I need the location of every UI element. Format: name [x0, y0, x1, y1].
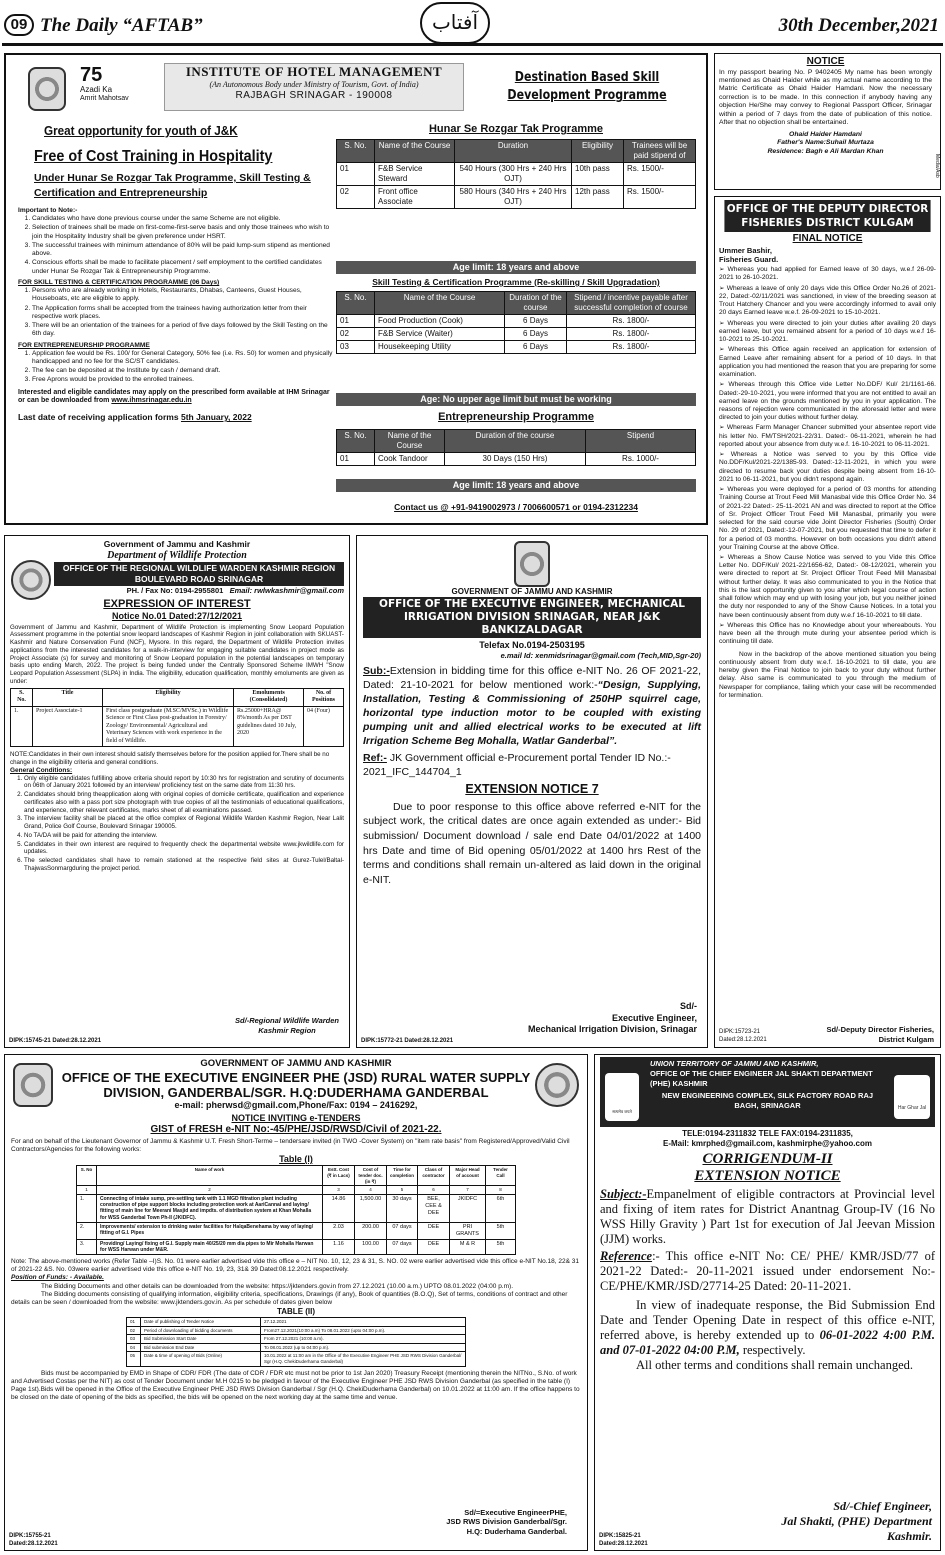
- skill-list: 1. Persons who are already working in Hotels, Restaurants, Dhabas, Canteens, Guest Houses, Houseboats, etc are eligible to apply. 2. The Application forms shall be accepted from the trainees having authorization letter from their respective work places. 3. There will be an orientation of the trainees for a period of five days followed by the Skill Testing on the 6th day.: [18, 287, 334, 338]
- table-row: 01 Food Production (Cook) 6 Days Rs. 1800/-: [337, 315, 696, 328]
- under-scheme: Under Hunar Se Rozgar Tak Programme, Skill Testing & Certification and Entrepreneurship: [34, 172, 311, 199]
- phe-works-table: S. No Name of work Estt. Cost (₹ in Lacs) Cost of tender doc. (in ₹) Time for completion Class of contractor Major Head of account Tender Call 1 2 3 4 5 6 7 8 1. Connecting of intake sump, pre-settling tank with 1.1 MGD filtration plant including construction of pipe support blocks including protection work at AariCannal and laying/ fitting of main line for Meerani Masjid and impdts. of distribution system at Khan Mohalla for WSS Ganderbal Town Ph-II (JKIDFC). 14.86 1,500.00 30 days BEE, CEE & DEE JKIDFC 6th 2. Improvements/ extension to drinking water facilities for HalqaBenehama by way of laying/ fitting of G.I. Pipes 2.03 200.00 07 days DEE PRI GRANTS 5th 3. Providing/ Laying/ fixing of G.I. Supply main 40/25/20 mm dia pipes to Mir Mohalla Harwan for WSS Harwan under M&R. 1.16 100.00 07 days DEE M & R 5th: [76, 1165, 516, 1255]
- table-row: 02 Period of downloading of bidding documents From27.12.2021(10:00 a.m) To 08.01.2022 (upto 04:00 p.m).: [127, 1326, 466, 1335]
- wildlife-table: S. No. Title Eligibility Emoluments (Consolidated) No. of Positions 1. Project Associate-1 First class postgraduate (M.SC/MVSc.) in Wildlife Science or First Class post-graduation in Forestry/ Zoology/ Environmental/ Agricultural and Veterinary Sciences with work experience in the field of Wildlife. Rs.25000+HRA@ 8%/month As per DST guidelines dated 10 July, 2020 04 (Four): [10, 688, 344, 748]
- destination-title: Destination Based Skill Development Programme: [507, 70, 667, 103]
- ihm-title-box: INSTITUTE OF HOTEL MANAGEMENT (An Autonomous Body under Ministry of Tourism, Govt. of India) RAJBAGH SRINAGAR - 190008: [164, 63, 464, 111]
- wildlife-logo: [11, 560, 51, 600]
- table-row: 02 F&B Service (Waiter) 6 Days Rs. 1800/-: [337, 328, 696, 341]
- table-row: 01 Date of publishing of Tender Notice 27.12.2021: [127, 1317, 466, 1326]
- hunar-table: S. No. Name of the Course Duration Eligibility Trainees will be paid stipend of 01 F&B Service Steward 540 Hours (300 Hrs + 240 Hrs OJT) 10th pass Rs. 1500/- 02 Front office Associate 580 Hours (340 Hrs + 240 Hrs OJT) 12th pass Rs. 1500/-: [336, 139, 696, 209]
- phe-logo-right: [535, 1063, 579, 1107]
- table-row: 01 F&B Service Steward 540 Hours (300 Hrs + 240 Hrs OJT) 10th pass Rs. 1500/-: [337, 163, 696, 186]
- t3-title: Entrepreneurship Programme: [438, 411, 594, 423]
- entre-list: 1. Application fee would be Rs. 100/ for General Category, 50% fee (i.e. Rs. 50) for women and physically handicapped and no fee for the SC/ST candidates. 2. The fee can be deposited at the Institute by cash / demand draft. 3. Free Aprons would be provided to the enrolled trainees.: [18, 350, 334, 385]
- masthead: [2, 2, 943, 46]
- t3-age: Age limit: 18 years and above: [336, 479, 696, 492]
- jal-shakti-notice: UNION TERRITORY OF JAMMU AND KASHMIR, OFFICE OF THE CHIEF ENGINEER JAL SHAKTI DEPARTMENT (PHE) KASHMIR NEW ENGINEERING COMPLEX, SILK FACTORY ROAD RAJ BAGH, SRINAGAR सत्यमेव जयते Har Ghar Jal TELE:0194-2311832 TELE FAX:0194-2311835, E-Mail: kmrphed@gmail.com, kashmirphe@yahoo.com CORRIGENDUM-II EXTENSION NOTICE Subject:-Empanelment of eligible contractors at Provincial level and fixing of item rates for District Anantnag Group-IV (16 No WSS Hilly Gravity ) Part 1st for execution of Jal Jeevan Mission (JJM) works. Reference:- This office e-NIT No: CE/ PHE/ KMR/JSD/77 of 2021-22 Dated:- 20-11-2021 issued under endorsement No:- CE/PHE/KMR/JSD/27714-25 Dated: 20-11-2021. In view of inadequate response, the Bid Submission End Date and Tender Opening Date in respect of this office e-NIT, referred above, is hereby extended up to 06-01-2022 4:00 P.M. and 07-01-2022 04:00 P.M, respectively. All other terms and conditions shall remain unchanged. Sd/-Chief Engineer, Jal Shakti, (PHE) Department Kashmir. DIPK:15825-21 Dated:28.12.2021: [594, 1054, 941, 1551]
- table-row: 3. Providing/ Laying/ fixing of G.I. Supply main 40/25/20 mm dia pipes to Mir Mohalla Harwan for WSS Harwan under M&R. 1.16 100.00 07 days DEE M & R 5th: [77, 1239, 516, 1255]
- table-row: 01 Cook Tandoor 30 Days (150 Hrs) Rs. 1000/-: [337, 453, 696, 466]
- phe-dates-table: [126, 1317, 466, 1367]
- table-row: 2. Improvements/ extension to drinking water facilities for HalqaBenehama by way of laying/ fitting of G.I. Pipes 2.03 200.00 07 days DEE PRI GRANTS 5th: [77, 1222, 516, 1239]
- passport-notice: NOTICE In my passport bearing No. P 9402405 My name has been wrongly mentioned as Ohaid Haider while as my actual name according to the Matric Certificate as Ohaid Haider Hamdani. Now the necessary correction is to be made. In this connection if anybody having any objection He/She may convey to Regional Passport Officer, Srinagar within a period of 7 days from the date of publication of this notice. After that no objection shall be entertained. Ohaid Haider Hamdani Father's Name:Suhail Murtaza Residence: Bagh e Ali Mardan Khan Media/Asb: [714, 53, 941, 190]
- wildlife-conditions: 1. Only eligible candidates fulfilling above criteria should report by 10:30 hrs for registration and scrutiny of documents on 06th of January 2021 followed by an interview/ proficiency test on the same date from 11:30 hrs. 2. Candidates should bring theapplication along with original copies of domicile certificate, qualification and experience certificates also with a pass port size photograph with true copies of all the testimonials of educational qualifications, and experience, other relevant certificates, marks sheet of all examinations passed. 3. The interview facility shall be placed at the office complex of Regional Wildlife Warden Kashmir Region, Near Lalit Grand, Police Golf Course, Boulevard Srinagar 190005. 4. No TA/DA will be paid for attending the interview. 5. Candidates in their own interest are required to frequently check the departmental website www.jkwildlife.com for updates. 6. The selected candidates shall have to remain stationed at the respective field sites at Gurez-Tulel/Baltal-ThajwasSonmargduring the project period.: [10, 775, 344, 873]
- azadi-logo: 75 Azadi Ka Amrit Mahotsav: [80, 64, 129, 102]
- paper-name: The Daily “AFTAB”: [40, 15, 203, 36]
- wildlife-office-head: OFFICE OF THE REGIONAL WILDLIFE WARDEN KASHMIR REGION BOULEVARD ROAD SRINAGAR: [54, 562, 344, 586]
- phe-notice: GOVERNMENT OF JAMMU AND KASHMIR OFFICE OF THE EXECUTIVE ENGINEER PHE (JSD) RURAL WATER SUPPLY DIVISION, GANDERBAL/SGR. H.Q:DUDERHAMA GANDERBAL e-mail: pherwsd@gmail.com,Phone/Fax: 0194 – 2416292, NOTICE INVITING e-TENDERS GIST of FRESH e-NIT No:-45/PHE/JSD/RWSD/Civil of 2021-22. For and on behalf of the Lieutenant Governor of Jammu & Kashmir U.T. Fresh Short-Terme – tendersare invited (in TWO -Cover System) on "item rate basis" from Registered/Approved/Valid Civil Contractors/Agencies for the following works: Table (I) S. No Name of work Estt. Cost (₹ in Lacs) Cost of tender doc. (in ₹) Time for completion Class of contractor Major Head of account Tender Call 1 2 3 4 5 6 7 8 1. Connecting of intake sump, pre-settling tank with 1.1 MGD filtration plant including construction of pipe support blocks including protection work at AariCannal and laying/ fitting of main line for Meerani Masjid and impdts. of distribution system at Khan Mohalla for WSS Ganderbal Town Ph-II (JKIDFC). 14.86 1,500.00 30 days BEE, CEE & DEE JKIDFC 6th 2. Improvements/ extension to drinking water facilities for HalqaBenehama by way of laying/ fitting of G.I. Pipes 2.03 200.00 07 days DEE PRI GRANTS 5th 3. Providing/ Laying/ fixing of G.I. Supply main 40/25/20 mm dia pipes to Mir Mohalla Harwan for WSS Harwan under M&R. 1.16 100.00 07 days DEE M & R 5th Note: The above-mentioned works (Refer Table –I)S. No. 01 were earlier advertised vide this office e – NIT No. 10, 12, 23 & 31, S. NO. 02 were earlier advertised vide this office e-NIT No.18, 22& 31 of 2021-22 &S. No. 03were earlier advertised vide this office e-NIT No. 19, 23, 31& 39 Dated:08.12.2021 respectively. Position of Funds: - Available. The Bidding Documents and other details can be downloaded from the website: https://jktenders.gov.in from 27.12.2021 (10.00 a.m.) UPTO 08.01.2022 (04:00 p.m). The Bidding documents consisting of qualifying information, eligibility criteria, specifications, Drawings (if any), Book of quantities (B.O.Q), Set of terms, conditions of contract and other details can be seen / downloaded from the website: www.jktenders.gov.in. As per schedule of dates given below TABLE (II) 01 Date of publishing of Tender Notice 27.12.2021 02 Period of downloading of bidding documents From27.12.2021(10:00 a.m) To 08.01.2022 (upto 04:00 p.m). 03 Bid Submission Start Date From 27.12.2021 (10:00 a.m). 04 Bid submission End Date To 08.01.2022 (up to 04:00 p.m). 05 Date & time of opening of Bids (Online) 10.01.2022 at 11:00 am in the Office of the Executive Engineer PHE JSD RWS Division Ganderbal/ Sgr (H.Q. ChekiDuderhama Ganderbal) Bids must be accompanied by EMD in Shape of CDR/ FDR (The date of CDR / FDR etc must not be prior to 1st Jan 2020) Treasury Receipt (mentioning therein the NITNo., S.No. of work and Advertised Costas per the NIT) as cost of Tender Document under M.H 0215 to be pledged in favour of the Executive Engineer PHE JSD RWS Division Ganderbal (as specified in the table (I) Page 1st).Bids will be opened in the Office of the Executive Engineer PHE JSD RWS Division Ganderbal / Sgr (H.Q. ChekiDuderhama Ganderbal) on 10.01.2022 at 11:00 am. If the office happens to be closed on the date of opening of the bids as specified, the bids will be opened on the next working day at the same time and venue. Sd/=Executive EngineerPHE, JSD RWS Division Ganderbal/Sgr. H.Q: Duderhama Ganderbal. DIPK:15755-21 Dated:28.12.2021: [4, 1054, 588, 1551]
- wildlife-notice: Government of Jammu and Kashmir Department of Wildlife Protection OFFICE OF THE REGIONAL WILDLIFE WARDEN KASHMIR REGION BOULEVARD ROAD SRINAGAR PH. / Fax No: 0194-2955801 Email: rwlwkashmir@gmail.com EXPRESSION OF INTEREST Notice No.01 Dated:27/12/2021 Government of Jammu and Kashmir, Department of Wildlife Protection is implementing Snow Leopard Population Assessment programme in the potential snow leopard landscapes of Kashmir Region in joint collaboration with SKUAST-Kashmir and Nature Conservation Fund (NCF), Mysore. In this regard, the Department of Wildlife Protection invites applications from the interested candidates for a walk-in-interview for engaging suitable candidates in project mode as Project Associate (s) for survey and monitoring of Snow Leopard population in the potential landscapes on temporary basis upto ending March, 2022. The project is being funded under the Centrally Sponsored Scheme IMWH "Snow Leopard Population Assessment (SLPA) in India. The eligibility, education qualification, monthly emoluments are given as under: S. No. Title Eligibility Emoluments (Consolidated) No. of Positions 1. Project Associate-1 First class postgraduate (M.SC/MVSc.) in Wildlife Science or First Class post-graduation in Forestry/ Zoology/ Environmental/ Agricultural and Veterinary Sciences with work experience in the field of Wildlife. Rs.25000+HRA@ 8%/month As per DST guidelines dated 10 July, 2020 04 (Four) NOTE:Candidates in their own interest should satisfy themselves before for the position applied for.There shall be no change in the eligibility criteria and general conditions. General Conditions: 1. Only eligible candidates fulfilling above criteria should report by 10:30 hrs for registration and scrutiny of documents on 06th of January 2021 followed by an interview/ proficiency test on the same date from 11:30 hrs. 2. Candidates should bring theapplication along with original copies of domicile certificate, qualification and experience certificates also with a pass port size photograph with true copies of all the testimonials of educational qualifications, and experience, other relevant certificates, marks sheet of all examinations passed. 3. The interview facility shall be placed at the office complex of Regional Wildlife Warden Kashmir Region, Near Lalit Grand, Police Golf Course, Boulevard Srinagar 190005. 4. No TA/DA will be paid for attending the interview. 5. Candidates in their own interest are required to frequently check the departmental website www.jkwildlife.com for updates. 6. The selected candidates shall have to remain stationed at the respective field sites at Gurez-Tulel/Baltal-ThajwasSonmargduring the project period. Sd/-Regional Wildlife Warden Kashmir Region DIPK:15745-21 Dated:28.12.2021: [4, 535, 350, 1048]
- skill-table: S. No. Name of the Course Duration of the course Stipend / incentive payable after successful completion of course 01 Food Production (Cook) 6 Days Rs. 1800/- 02 F&B Service (Waiter) 6 Days Rs. 1800/- 03 Housekeeping Utility 6 Days Rs. 1800/-: [336, 291, 696, 354]
- great-opportunity: Great opportunity for youth of J&K: [44, 123, 238, 138]
- t1-title: Hunar Se Rozgar Tak Programme: [428, 123, 603, 135]
- ihm-contact: Contact us @ +91-9419002973 / 7006600571 or 0194-2312234: [394, 502, 638, 512]
- entre-table: S. No. Name of the Course Duration of the course Stipend 01 Cook Tandoor 30 Days (150 Hrs) Rs. 1000/-: [336, 429, 696, 466]
- phe-emblem-left: [13, 1063, 53, 1107]
- fisheries-notice: OFFICE OF THE DEPUTY DIRECTOR FISHERIES DISTRICT KULGAM FINAL NOTICE Ummer Bashir, Fisheries Guard. ➢ Whereas you had applied for Earned leave of 30 days, w.e.f 26-09-2021 to 26-10-2021. ➢ Whereas a leave of only 20 days vide this Office Order No.26 of 2021-22, Dated:-02/11/2021 was sanctioned, in view of the breeding season at Trout Hatchery Chancer and you were accordingly informed to avail only 20 days Earned leave w.e.f. 26-09-2021 to 15-10-2021. ➢ Whereas you were directed to join your duties after availing 20 days earned leave, but you remained absent for a period of 10 days w.e.f 16-10-2021 to 25-10-2021. ➢ Whereas this Office again received an application for extension of Earned Leave after remaining absent for a period of 10 days. In that application you had mentioned the reason that you are preparing for some examination. ➢ Whereas through this Office vide Letter No.DDF/ Kul/ 21/1161-66. Dated:-29-10-2021, you were informed that you are not entitled to avail an earned leave on the grounds mentioned by you in your application. The reasons of rejection were communicated in the aforesaid letter and were directed to join your duties without further delay. ➢ Whereas Farm Manager Chancer submitted your absentee report vide his letter No. FM/TSH/2021-22/31. Dated:- 06-11-2021, wherein he had reported about your absence from duty w.e.f. 16-10-2021 to 06-11-2021. ➢ Whereas a Notice was served to you by this Office vide No.DDF/Kul/2021-22/1385-93. Dated:-12-11-2021, in which you were directed to resume back your duties despite being absent from 16-10-2021 to 06-11-2021, but you didn't respond again. ➢ Whereas you were deployed for a period of 03 months for attending Training Course at Trout Feed Mill Manasbal vide this Office Order No. 34 of 2021-22 Dated:- 25-11-2021 AN and was directed to report at the Office of Sr. Project Officer Trout Feed Mill Manasbal, primarily you were selected for the said course vide Joint Director Fisheries (South) Order No. 29 of 2021, Dated:-12-07-2021, but you requested that time to defer it for a period of 03 months. However on both occasions you didn't attend your Training Course at the above Office. ➢ Whereas a Show Cause Notice was served to you Vide this Office Letter No. DDF/Kul/ 2021-22/1656-62, Dated:- 08-12/2021, wherein you were directed to report at Sr. Project Officer Trout Feed Mill Manasbal without further delay. It was also communicated to you in the Notice that this is the last opportunity given to you after which legal course of action shall follow which may end up with losing your job, but you neither joined the duty nor responded to any of the Show Cause Notices. In a total you have been continuously absent from duty w.e.f 16-10-2021 to till date. ➢ Whereas this Office has no Knowledge about your whereabouts. You have been all the through mute during your absentee period which is continuing till date. Now in the backdrop of the above mentioned situation you being continuously absent from duty w.e.f. 16-10-2021 to till date, you are hereby given the Final Notice to join back to your duty without further delay. Also same is communicated to you through the medium of Newspaper for compliance, failing which your case will be recommended for termination. DIPK:15723-21 Dated:28.12.2021 Sd/-Deputy Director Fisheries, District Kulgam: [714, 196, 941, 1048]
- jal-head: UNION TERRITORY OF JAMMU AND KASHMIR, OFFICE OF THE CHIEF ENGINEER JAL SHAKTI DEPARTMENT (PHE) KASHMIR NEW ENGINEERING COMPLEX, SILK FACTORY ROAD RAJ BAGH, SRINAGAR: [600, 1057, 935, 1127]
- fisheries-paras: ➢ Whereas you had applied for Earned leave of 30 days, w.e.f 26-09-2021 to 26-10-2021. ➢ Whereas a leave of only 20 days vide this Office Order No.26 of 2021-22, Dated:-02/11/2021 was sanctioned, in view of the breeding season at Trout Hatchery Chancer and you were accordingly informed to avail only 20 days Earned leave w.e.f. 26-09-2021 to 15-10-2021. ➢ Whereas you were directed to join your duties after availing 20 days earned leave, but you remained absent for a period of 10 days w.e.f 16-10-2021 to 25-10-2021. ➢ Whereas this Office again received an application for extension of Earned Leave after remaining absent for a period of 10 days. In that application you had mentioned the reason that you are preparing for some examination. ➢ Whereas through this Office vide Letter No.DDF/ Kul/ 21/1161-66. Dated:-29-10-2021, you were informed that you are not entitled to avail an earned leave on the grounds mentioned by you in your application. The reasons of rejection were communicated in the aforesaid letter and were directed to join your duties without further delay. ➢ Whereas Farm Manager Chancer submitted your absentee report vide his letter No. FM/TSH/2021-22/31. Dated:- 06-11-2021, wherein he had reported about your absence from duty w.e.f. 16-10-2021 to 06-11-2021. ➢ Whereas a Notice was served to you by this Office vide No.DDF/Kul/2021-22/1385-93. Dated:-12-11-2021, in which you were directed to resume back your duties despite being absent from 16-10-2021 to 06-11-2021, but you didn't respond again. ➢ Whereas you were deployed for a period of 03 months for attending Training Course at Trout Feed Mill Manasbal vide this Office Order No. 34 of 2021-22 Dated:- 25-11-2021 AN and was directed to report at the Office of Sr. Project Officer Trout Feed Mill Manasbal, primarily you were selected for the said course vide Joint Director Fisheries (South) Order No. 29 of 2021, Dated:-12-07-2021, but you requested that time to defer it for a period of 03 months. However on both occasions you didn't attend your Training Course at the above Office. ➢ Whereas a Show Cause Notice was served to you Vide this Office Letter No. DDF/Kul/ 2021-22/1656-62, Dated:- 08-12/2021, wherein you were directed to report at Sr. Project Officer Trout Feed Mill Manasbal without further delay. It was also communicated to you in the Notice that this is the last opportunity given to you after which legal course of action shall follow which may end up with losing your job, but you neither joined the duty nor responded to any of the Show Cause Notices. In a total you have been continuously absent from duty w.e.f 16-10-2021 to till date. ➢ Whereas this Office has no Knowledge about your whereabouts. You have been all the through mute during your absentee period which is continuing till date. Now in the backdrop of the above mentioned situation you being continuously absent from duty w.e.f. 16-10-2021 to till date, you are hereby given the Final Notice to join back to your duty without further delay. Also same is communicated to you through the medium of Newspaper for compliance, failing which your case will be recommended for termination.: [719, 266, 937, 699]
- issue-date: 30th December,2021: [778, 15, 939, 36]
- table-row: 1. Project Associate-1 First class postgraduate (M.SC/MVSc.) in Wildlife Science or First Class post-graduation in Forestry/ Zoology/ Environmental/ Agricultural and Veterinary Sciences with work experience in the field of Wildlife. Rs.25000+HRA@ 8%/month As per DST guidelines dated 10 July, 2020 04 (Four): [11, 706, 344, 747]
- t2-title: Skill Testing & Certification Programme (Re-skilling / Skill Upgradation): [372, 277, 660, 287]
- t2-age: Age: No upper age limit but must be working: [336, 393, 696, 406]
- fisheries-head: OFFICE OF THE DEPUTY DIRECTOR FISHERIES DISTRICT KULGAM: [724, 200, 930, 232]
- jk-emblem: [514, 541, 550, 587]
- ihm-website-link[interactable]: www.ihmsrinagar.edu.in: [111, 397, 192, 405]
- table-row: 03 Housekeeping Utility 6 Days Rs. 1800/-: [337, 341, 696, 354]
- mechanical-notice: GOVERNMENT OF JAMMU AND KASHMIR OFFICE OF THE EXECUTIVE ENGINEER, MECHANICAL IRRIGATION DIVISION SRINAGAR, NEAR J&K BANKIZALDAGAR Telefax No.0194-2503195 e.mail Id: xenmidsrinagar@gmail.com (Tech,MID,Sgr-20) Sub:-Extension in bidding time for this office e-NIT No. 26 OF 2021-22, Dated: 21-10-2021 for below mentioned work:-“Design, Supplying, Installation, Testing & Commissioning of 250HP squirrel cage, horizontal type induction motor to be coupled with existing pumping unit and allied electrical works to be executed at lift Irrigation Scheme Beg Mohalla, Watlar Ganderbal”. Ref:- JK Government official e-Procurement portal Tender ID No.:- 2021_IFC_144704_1 EXTENSION NOTICE 7 Due to poor response to this office above referred e-NIT for the subject work, the critical dates are once again extended as under:- Bid submission/ Document download / sale end Date 04/01/2022 at 1400 hrs Date and time of Bid opening 05/01/2022 at 1400 hrs Rest of the terms and conditions shall remain un-altered as laid down in the original e-NIT. Sd/- Executive Engineer, Mechanical Irrigation Division, Srinagar DIPK:15772-21 Dated:28.12.2021: [356, 535, 708, 1048]
- table-row: 02 Front office Associate 580 Hours (340 Hrs + 240 Hrs OJT) 12th pass Rs. 1500/-: [337, 186, 696, 209]
- mech-office-head: OFFICE OF THE EXECUTIVE ENGINEER, MECHANICAL IRRIGATION DIVISION SRINAGAR, NEAR J&K BANKIZALDAGAR: [363, 597, 701, 638]
- national-emblem: सत्यमेव जयते: [605, 1073, 639, 1121]
- table-row: 03 Bid Submission Start Date From 27.12.2021 (10:00 a.m).: [127, 1335, 466, 1344]
- table-row: 04 Bid submission End Date To 08.01.2022 (up to 04:00 p.m).: [127, 1343, 466, 1352]
- free-training: Free of Cost Training in Hospitality: [34, 148, 273, 165]
- table-row: 1. Connecting of intake sump, pre-settling tank with 1.1 MGD filtration plant including construction of pipe support blocks including protection work at AariCannal and laying/ fitting of main line for Meerani Masjid and impdts. of distribution system at Khan Mohalla for WSS Ganderbal Town Ph-II (JKIDFC). 14.86 1,500.00 30 days BEE, CEE & DEE JKIDFC 6th: [77, 1194, 516, 1222]
- har-ghar-jal-logo: Har Ghar Jal: [894, 1075, 930, 1119]
- important-list: 1. Candidates who have done previous course under the same Scheme are not eligible. 2. Selection of trainees shall be made on first-come-first-serve basis and only those trainees who wish to join the Hospitality Industry shall be given preference under HSRT. 3. The successful trainees with minimum attendance of 80% will be paid lump-sum stipend as mentioned above. 4. Conscious efforts shall be made to facilitate placement / self employment to the certified candidates under Hunar Se Rozgar Tak & Entrepreneurship Programme.: [18, 215, 334, 276]
- t1-age: Age limit: 18 years and above: [336, 261, 696, 274]
- paper-logo: آفتاب: [420, 2, 490, 44]
- table-row: 05 Date & time of opening of Bids (Online) 10.01.2022 at 11:00 am in the Office of the Executive Engineer PHE JSD RWS Division Ganderbal/ Sgr (H.Q. ChekiDuderhama Ganderbal): [127, 1352, 466, 1366]
- ihm-notes: Important to Note:- 1. Candidates who have done previous course under the same Scheme are not eligible. 2. Selection of trainees shall be made on first-come-first-serve basis and only those trainees who wish to join the Hospitality Industry shall be given preference under HSRT. 3. The successful trainees with minimum attendance of 80% will be paid lump-sum stipend as mentioned above. 4. Conscious efforts shall be made to facilitate placement / self employment to the certified candidates under Hunar Se Rozgar Tak & Entrepreneurship Programme. FOR SKILL TESTING & CERTIFICATION PROGRAMME (06 Days) 1. Persons who are already working in Hotels, Restaurants, Dhabas, Canteens, Guest Houses, Houseboats, etc are eligible to apply. 2. The Application forms shall be accepted from the trainees having authorization letter from their respective work places. 3. There will be an orientation of the trainees for a period of five days followed by the Skill Testing on the 6th day. FOR ENTREPRENEURSHIP PROGRAMME 1. Application fee would be Rs. 100/ for General Category, 50% fee (i.e. Rs. 50) for women and physically handicapped and no fee for the SC/ST candidates. 2. The fee can be deposited at the Institute by cash / demand draft. 3. Free Aprons would be provided to the enrolled trainees. Interested and eligible candidates may apply on the prescribed form available at IHM Srinagar or can be downloaded from www.ihmsrinagar.edu.in Last date of receiving application forms 5th January, 2022: [18, 207, 334, 423]
- ihm-logo: [28, 67, 66, 111]
- ihm-advertisement: [4, 53, 708, 525]
- page-number: 09: [4, 14, 34, 36]
- notice-side-label: Media/Asb: [934, 154, 940, 178]
